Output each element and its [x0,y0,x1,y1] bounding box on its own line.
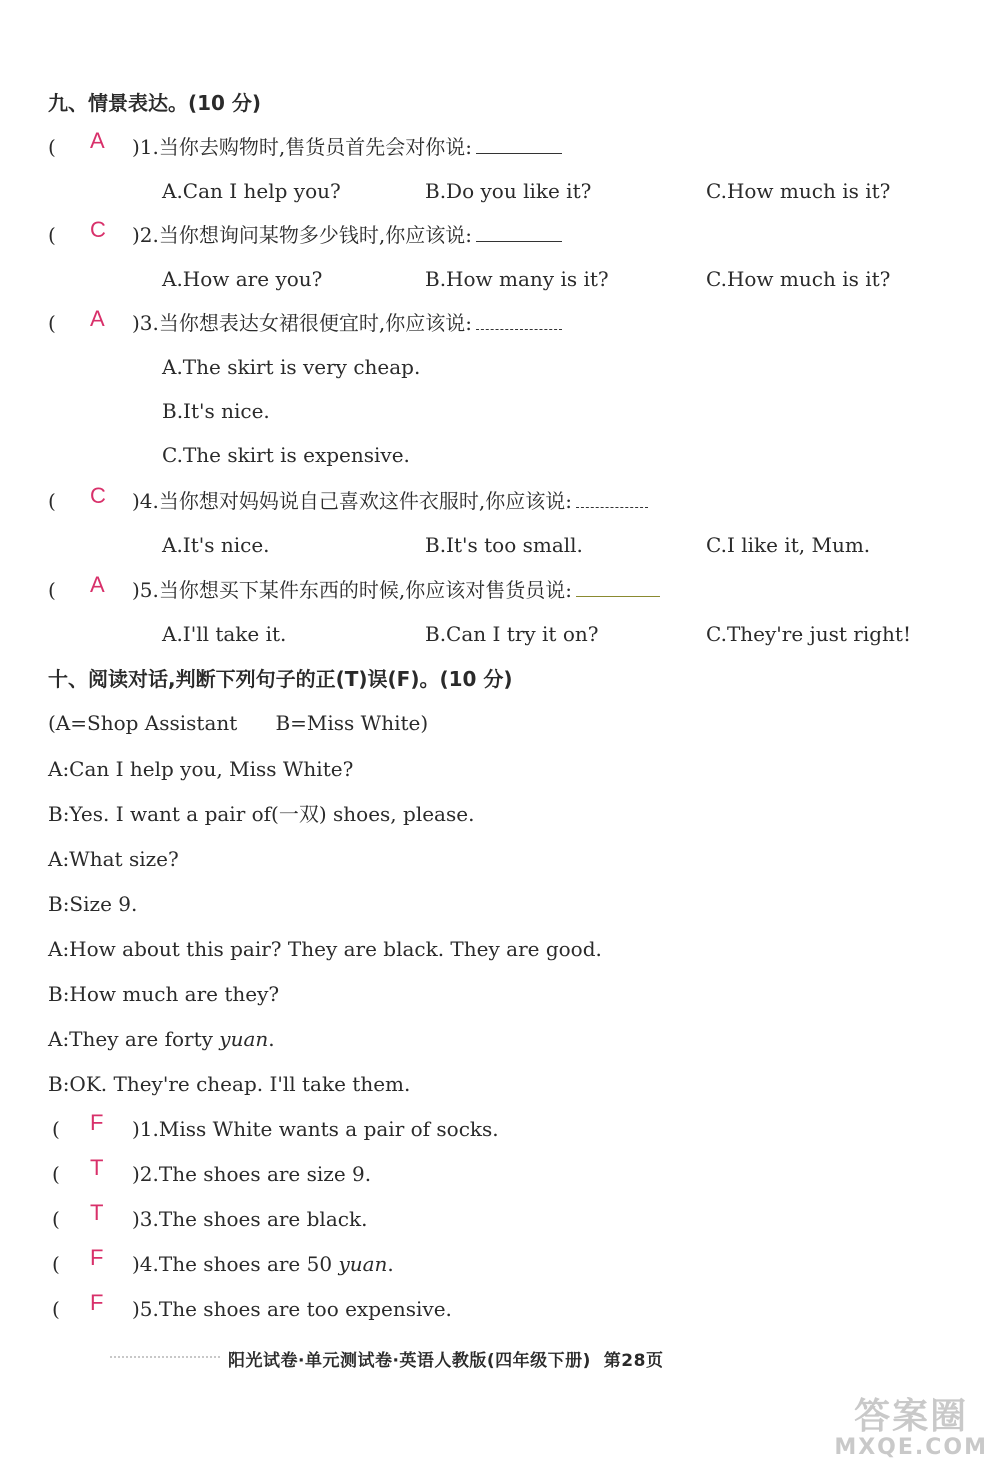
option-c: C.I like it, Mum. [706,533,871,557]
option-c: C.They're just right! [706,622,912,646]
question-stem: )3.当你想表达女裙很便宜时,你应该说: [132,310,562,336]
dialogue-line: B:Yes. I want a pair of(一双) shoes, please. [48,802,475,826]
section-10-title: 十、阅读对话,判断下列句子的正(T)误(F)。(10 分) [48,667,513,691]
question-stem: )2.当你想询问某物多少钱时,你应该说: [132,222,562,248]
dialogue-line: A:What size? [48,847,179,871]
option-b: B.It's too small. [425,533,583,557]
footer-divider [110,1356,220,1358]
watermark-logo [834,1388,988,1460]
answer-mark: F [90,1290,104,1315]
option-a: A.The skirt is very cheap. [162,355,421,379]
option-b: B.Do you like it? [425,179,592,203]
paren-open: ( [52,1252,60,1276]
question-stem: )5.当你想买下某件东西的时候,你应该对售货员说: [132,577,660,603]
answer-mark: A [90,306,105,331]
answer-mark: C [90,483,106,508]
judgement-item: )4.The shoes are 50 yuan. [132,1252,394,1276]
judgement-item: )5.The shoes are too expensive. [132,1297,452,1321]
section-9-title: 九、情景表达。(10 分) [48,91,262,115]
paren-open: ( [52,1162,60,1186]
watermark-main: 答案圈 [854,1396,969,1437]
watermark-sub: MXQE.COM [834,1435,988,1460]
answer-mark: F [90,1245,104,1270]
paren-open: ( [52,1117,60,1141]
option-c: C.How much is it? [706,267,891,291]
answer-mark: A [90,128,105,153]
paren-open: ( [52,1297,60,1321]
dialogue-line: A:They are forty yuan. [48,1027,275,1051]
paren-open: ( [48,489,56,513]
option-b: B.Can I try it on? [425,622,599,646]
option-b: B.How many is it? [425,267,609,291]
answer-mark: A [90,572,105,597]
dialogue-line: B:How much are they? [48,982,280,1006]
dialogue-roles: (A=Shop Assistant B=Miss White) [48,711,429,735]
dialogue-line: B:Size 9. [48,892,138,916]
option-a: A.It's nice. [162,533,270,557]
dialogue-line: A:How about this pair? They are black. They are good. [48,937,602,961]
question-stem: )4.当你想对妈妈说自己喜欢这件衣服时,你应该说: [132,488,648,514]
dialogue-line: A:Can I help you, Miss White? [48,757,354,781]
paren-open: ( [48,578,56,602]
page-footer: 阳光试卷·单元测试卷·英语人教版(四年级下册) 第28页 [228,1351,664,1371]
option-c: C.How much is it? [706,179,891,203]
option-c: C.The skirt is expensive. [162,443,410,467]
option-a: A.How are you? [162,267,323,291]
option-a: A.Can I help you? [162,179,341,203]
paren-open: ( [48,311,56,335]
question-stem: )1.当你去购物时,售货员首先会对你说: [132,134,562,160]
option-b: B.It's nice. [162,399,270,423]
answer-mark: C [90,217,106,242]
judgement-item: )2.The shoes are size 9. [132,1162,372,1186]
paren-open: ( [48,223,56,247]
judgement-item: )1.Miss White wants a pair of socks. [132,1117,499,1141]
answer-mark: F [90,1110,104,1135]
judgement-item: )3.The shoes are black. [132,1207,368,1231]
paren-open: ( [48,135,56,159]
dialogue-line: B:OK. They're cheap. I'll take them. [48,1072,411,1096]
answer-mark: T [90,1200,104,1225]
answer-mark: T [90,1155,104,1180]
option-a: A.I'll take it. [162,622,287,646]
paren-open: ( [52,1207,60,1231]
